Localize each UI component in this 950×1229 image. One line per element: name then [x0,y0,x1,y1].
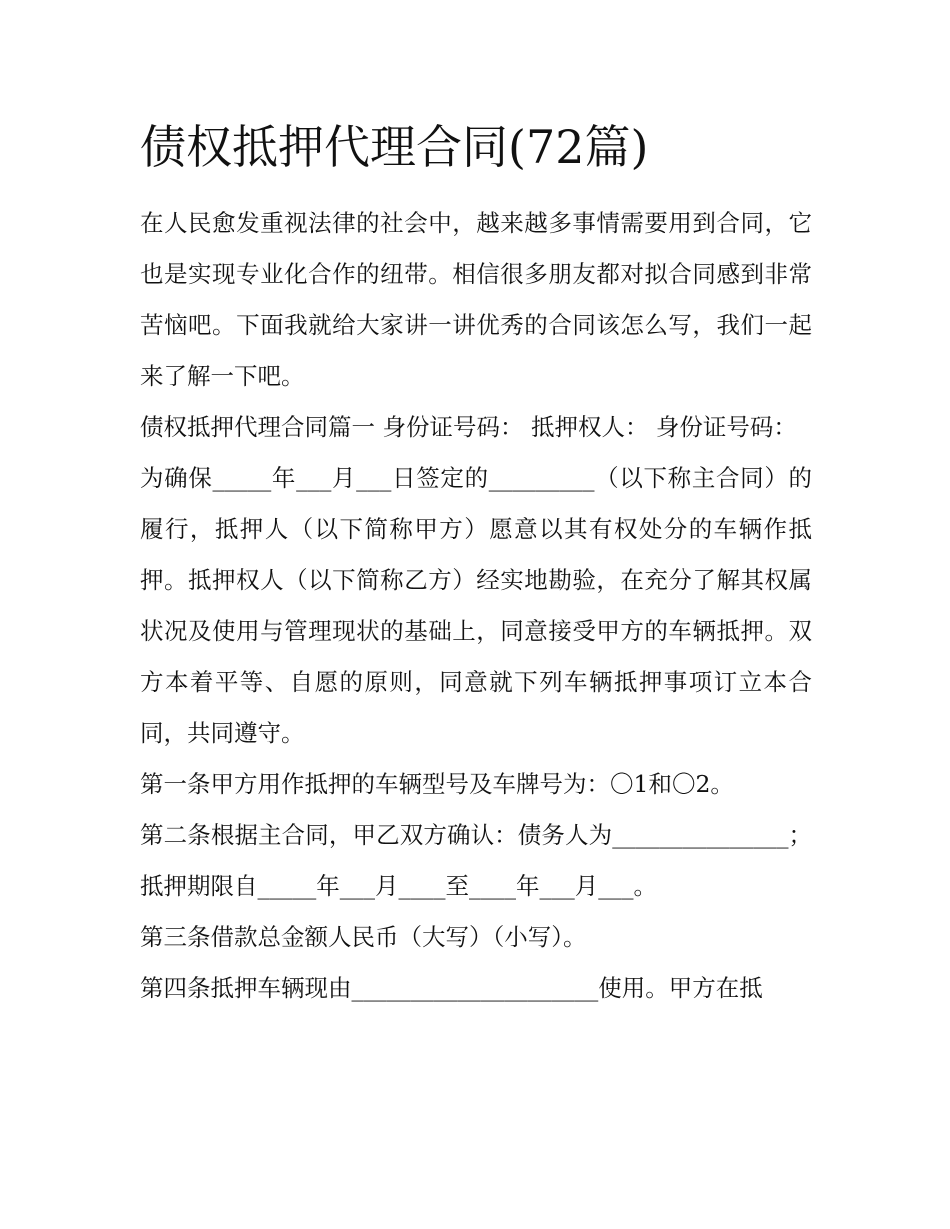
contract-header-paragraph: 债权抵押代理合同篇一 身份证号码： 抵押权人： 身份证号码： [140,413,797,441]
article-1-paragraph: 第一条甲方用作抵押的车辆型号及车牌号为：〇1和〇2。 [140,770,734,798]
preamble-paragraph: 为确保_____年___月___日签定的_________（以下称主合同）的履行，抵押人（以下简称甲方）愿意以其有权处分的车辆作抵押。抵押权人（以下简称乙方）经实地勘验，在充分了解其权属状况及使用与管理现状的基础上，同意接受甲方的车辆抵押。双方本着平等、自愿的原则，同意就下列车辆抵押事项订立本合同，共同遵守。 [140,464,812,747]
article-3-paragraph: 第三条借款总金额人民币（大写）（小写）。 [140,923,587,951]
article-4-paragraph: 第四条抵押车辆现由_____________________使用。甲方在抵 [140,974,763,1002]
intro-paragraph: 在人民愈发重视法律的社会中，越来越多事情需要用到合同，它也是实现专业化合作的纽带。相信很多朋友都对拟合同感到非常苦恼吧。下面我就给大家讲一讲优秀的合同该怎么写，我们一起来了解一下吧。 [140,209,812,390]
document-title: 债权抵押代理合同(72篇) [140,120,649,174]
article-2-paragraph: 第二条根据主合同，甲乙双方确认：债务人为_______________；抵押期限自_____年___月____至____年___月___。 [140,821,812,900]
document-body [140,198,812,1014]
